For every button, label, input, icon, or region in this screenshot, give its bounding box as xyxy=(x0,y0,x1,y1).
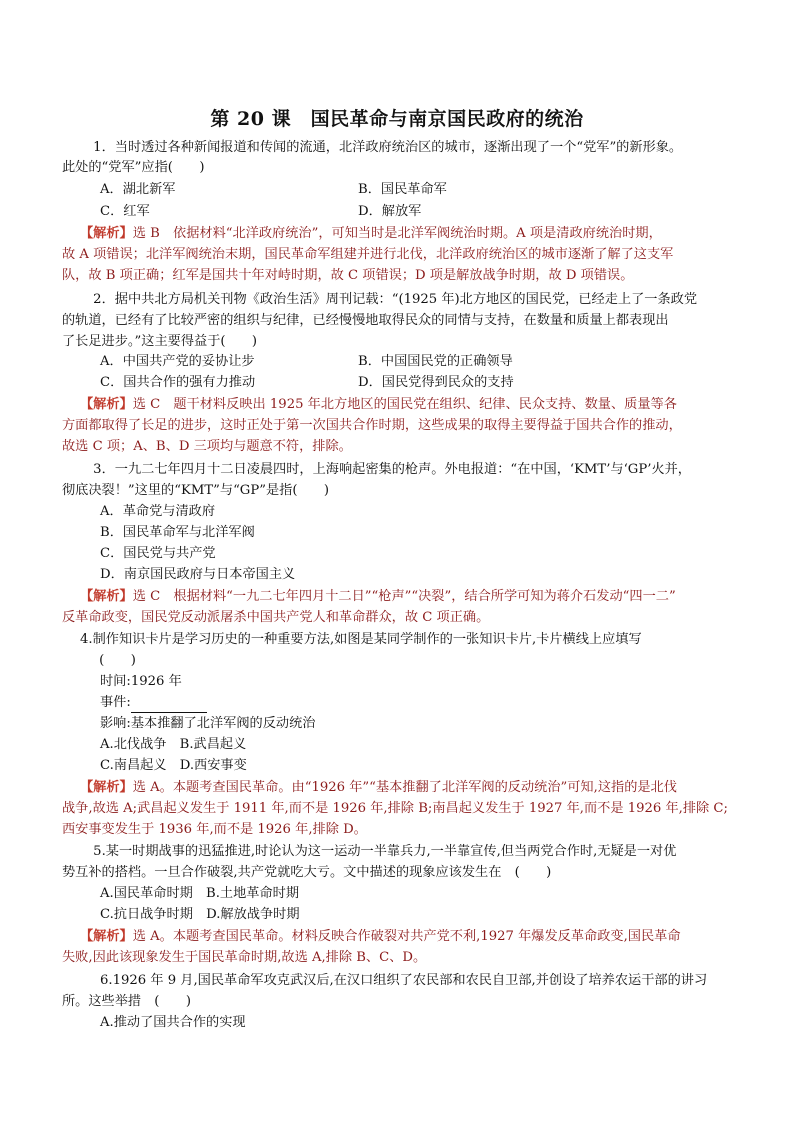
q4-stem-line-2: ( ) xyxy=(86,653,136,668)
q4-card-effect: 影响:基本推翻了北洋军阀的反动统治 xyxy=(100,716,316,731)
q1-stem-line-2: 此处的“党军”应指( ) xyxy=(62,160,205,175)
q5-analysis-line-1 xyxy=(80,927,681,947)
q5-analysis-text: 选 A。本题考查国民革命。材料反映合作破裂对共产党不利,1927 年爆发反革命政变,国民革命 xyxy=(132,929,681,944)
q2-option-b: B．中国国民党的正确领导 xyxy=(358,354,513,369)
q5-stem-line-1: 5.某一时期战事的迅猛推进,时论认为这一运动一半靠兵力,一半靠宣传,但当两党合作时,无疑是一对优 xyxy=(80,844,677,859)
q2-analysis-text: 选 C 题干材料反映出 1925 年北方地区的国民党在组织、纪律、民众支持、数量、质量等各 xyxy=(132,397,677,412)
q4-card-time: 时间:1926 年 xyxy=(100,674,182,689)
q4-analysis-line-2: 战争,故选 A;武昌起义发生于 1911 年,而不是 1926 年,排除 B;南昌起义发生于 1927 年,而不是 1926 年,排除 C; xyxy=(62,801,728,816)
q1-option-c: C．红军 xyxy=(100,204,150,219)
q3-option-b: B．国民革命军与北洋军阀 xyxy=(100,525,255,540)
q4-analysis-line-1 xyxy=(80,778,677,798)
q3-analysis-line-1 xyxy=(80,587,676,607)
q4-options-line-2: C.南昌起义 D.西安事变 xyxy=(100,758,247,773)
q1-analysis-text: 选 B 依据材料“北洋政府统治”，可知当时是北洋军阀统治时期。A 项是清政府统治时期， xyxy=(132,226,662,241)
q4-options-line-1: A.北伐战争 B.武昌起义 xyxy=(100,737,247,752)
fill-in-blank xyxy=(131,698,207,713)
q5-stem-line-2: 势互补的搭档。一旦合作破裂,共产党就吃大亏。文中描述的现象应该发生在 ( ) xyxy=(62,865,552,880)
q5-analysis-line-2: 失败,因此该现象发生于国民革命时期,故选 A,排除 B、C、D。 xyxy=(62,950,427,965)
q3-option-a: A．革命党与清政府 xyxy=(100,504,216,519)
q3-option-d: D．南京国民政府与日本帝国主义 xyxy=(100,567,296,582)
q5-options-line-1: A.国民革命时期 B.土地革命时期 xyxy=(100,886,300,901)
q3-stem-line-2: 彻底决裂！”这里的“KMT”与“GP”是指( ) xyxy=(62,483,329,498)
q4-analysis-text: 选 A。本题考查国民革命。由“1926 年”“基本推翻了北洋军阀的反动统治”可知,这指的是北伐 xyxy=(132,780,677,795)
q1-option-d: D．解放军 xyxy=(358,204,422,219)
q2-stem-line-1: 2．据中共北方局机关刊物《政治生活》周刊记载：“(1925 年)北方地区的国民党，已经走上了一条政党 xyxy=(80,292,698,307)
analysis-tag: 【解析】 xyxy=(80,226,133,241)
analysis-tag: 【解析】 xyxy=(80,929,133,944)
q6-stem-line-2: 所。这些举措 ( ) xyxy=(62,994,191,1009)
q3-analysis-text: 选 C 根据材料“一九二七年四月十二日”“枪声”“决裂”，结合所学可知为蒋介石发动“四一二” xyxy=(132,589,676,604)
q2-stem-line-3: 了长足进步。”这主要得益于( ) xyxy=(62,334,258,349)
q6-option-a: A.推动了国共合作的实现 xyxy=(100,1015,246,1030)
q1-stem-line-1: 1．当时透过各种新闻报道和传闻的流通，北洋政府统治区的城市，逐渐出现了一个“党军”的新形象。 xyxy=(80,140,683,155)
q1-option-b: B．国民革命军 xyxy=(358,182,447,197)
q3-option-c: C．国民党与共产党 xyxy=(100,546,216,561)
q2-option-a: A．中国共产党的妥协让步 xyxy=(100,354,255,369)
q2-analysis-line-2: 方面都取得了长足的进步，这时正处于第一次国共合作时期，这些成果的取得主要得益于国共合作的推动， xyxy=(62,418,682,433)
q4-card-event xyxy=(100,693,207,713)
q6-stem-line-1: 6.1926 年 9 月,国民革命军攻克武汉后,在汉口组织了农民部和农民自卫部,并创设了培养农运干部的讲习 xyxy=(100,973,708,988)
q1-analysis-line-1 xyxy=(80,224,662,244)
q2-option-c: C．国共合作的强有力推动 xyxy=(100,375,256,390)
lesson-title: 第 20 课 国民革命与南京国民政府的统治 xyxy=(210,108,584,130)
q4-analysis-line-3: 西安事变发生于 1936 年,而不是 1926 年,排除 D。 xyxy=(62,822,367,837)
analysis-tag: 【解析】 xyxy=(80,589,133,604)
q3-analysis-line-2: 反革命政变，国民党反动派屠杀中国共产党人和革命群众，故 C 项正确。 xyxy=(62,610,490,625)
q5-options-line-2: C.抗日战争时期 D.解放战争时期 xyxy=(100,907,300,922)
q4-stem-line-1: 4.制作知识卡片是学习历史的一种重要方法,如图是某同学制作的一张知识卡片,卡片横线上应填写 xyxy=(80,632,642,647)
q1-analysis-line-2: 故 A 项错误；北洋军阀统治末期，国民革命军组建并进行北伐，北洋政府统治区的城市逐渐了解了这支军 xyxy=(62,247,674,262)
q1-option-a: A．湖北新军 xyxy=(100,182,176,197)
analysis-tag: 【解析】 xyxy=(80,780,133,795)
q2-analysis-line-1 xyxy=(80,395,677,415)
q3-stem-line-1: 3．一九二七年四月十二日凌晨四时，上海响起密集的枪声。外电报道：“在中国，‘KMT’与‘GP’火并， xyxy=(80,462,691,477)
q1-analysis-line-3: 队，故 B 项正确；红军是国共十年对峙时期，故 C 项错误；D 项是解放战争时期，故 D 项错误。 xyxy=(62,268,634,283)
q4-card-event-label: 事件: xyxy=(100,695,131,710)
q2-option-d: D．国民党得到民众的支持 xyxy=(358,375,514,390)
analysis-tag: 【解析】 xyxy=(80,397,133,412)
q2-analysis-line-3: 故选 C 项；A、B、D 三项均与题意不符，排除。 xyxy=(62,439,352,454)
q2-stem-line-2: 的轨道，已经有了比较严密的组织与纪律，已经慢慢地取得民众的同情与支持，在数量和质量上都表现出 xyxy=(62,313,669,328)
